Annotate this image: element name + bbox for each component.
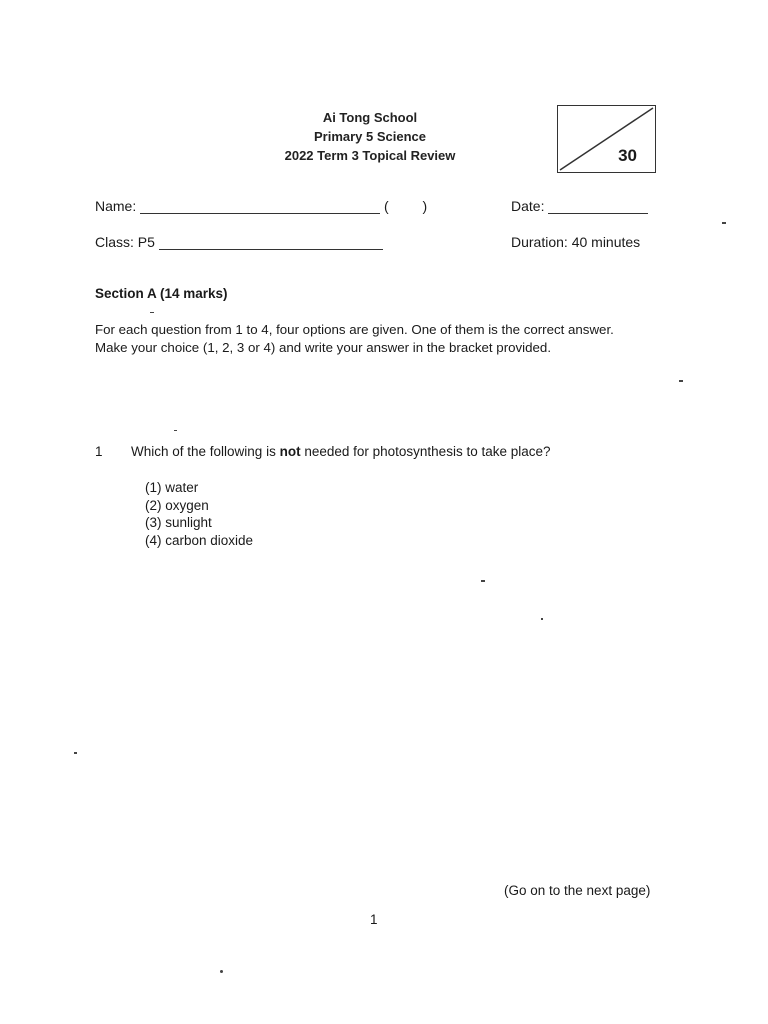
score-total: 30 <box>618 146 637 165</box>
question-number: 1 <box>95 444 103 459</box>
next-page-note: (Go on to the next page) <box>504 883 651 898</box>
question-emphasis: not <box>279 444 301 459</box>
name-label: Name: <box>95 198 137 214</box>
scan-speck <box>722 222 726 224</box>
date-label: Date: <box>511 198 545 214</box>
option-2: (2) oxygen <box>145 497 209 513</box>
section-title: Section A (14 marks) <box>95 286 228 301</box>
option-1: (1) water <box>145 480 199 495</box>
instructions-line-2: Make your choice (1, 2, 3 or 4) and write your answer in the bracket provided. <box>95 340 552 355</box>
option-4: (4) carbon dioxide <box>145 532 254 548</box>
class-label: Class: P5 <box>95 234 155 250</box>
scan-speck <box>220 970 223 973</box>
document-header <box>250 108 490 165</box>
name-blank[interactable] <box>140 199 380 214</box>
scan-speck <box>174 430 177 431</box>
instructions <box>95 321 675 357</box>
question-text <box>131 444 551 459</box>
date-field <box>511 198 648 214</box>
scan-speck <box>541 618 543 620</box>
date-blank[interactable] <box>548 199 648 214</box>
score-box-diagonal <box>558 106 655 172</box>
score-box <box>557 105 656 173</box>
index-bracket-open: ( <box>384 198 389 214</box>
answer-options <box>145 479 253 549</box>
class-blank[interactable] <box>159 235 383 250</box>
scan-speck <box>679 380 683 382</box>
school-name: Ai Tong School <box>322 110 418 125</box>
question-text-after: needed for photosynthesis to take place? <box>300 444 551 459</box>
page-number: 1 <box>370 912 378 927</box>
level-title: Primary 5 Science <box>313 129 427 144</box>
paper-title: 2022 Term 3 Topical Review <box>284 148 456 163</box>
scan-speck <box>74 752 77 754</box>
scan-speck <box>150 312 154 313</box>
name-field <box>95 198 427 214</box>
question-text-before: Which of the following is <box>131 444 280 459</box>
class-field <box>95 234 383 250</box>
duration-text: Duration: 40 minutes <box>511 234 641 250</box>
scan-speck <box>481 580 485 582</box>
index-bracket-close: ) <box>422 198 428 214</box>
option-3: (3) sunlight <box>145 515 212 530</box>
instructions-line-1: For each question from 1 to 4, four options are given. One of them is the correct answer. <box>95 322 614 337</box>
